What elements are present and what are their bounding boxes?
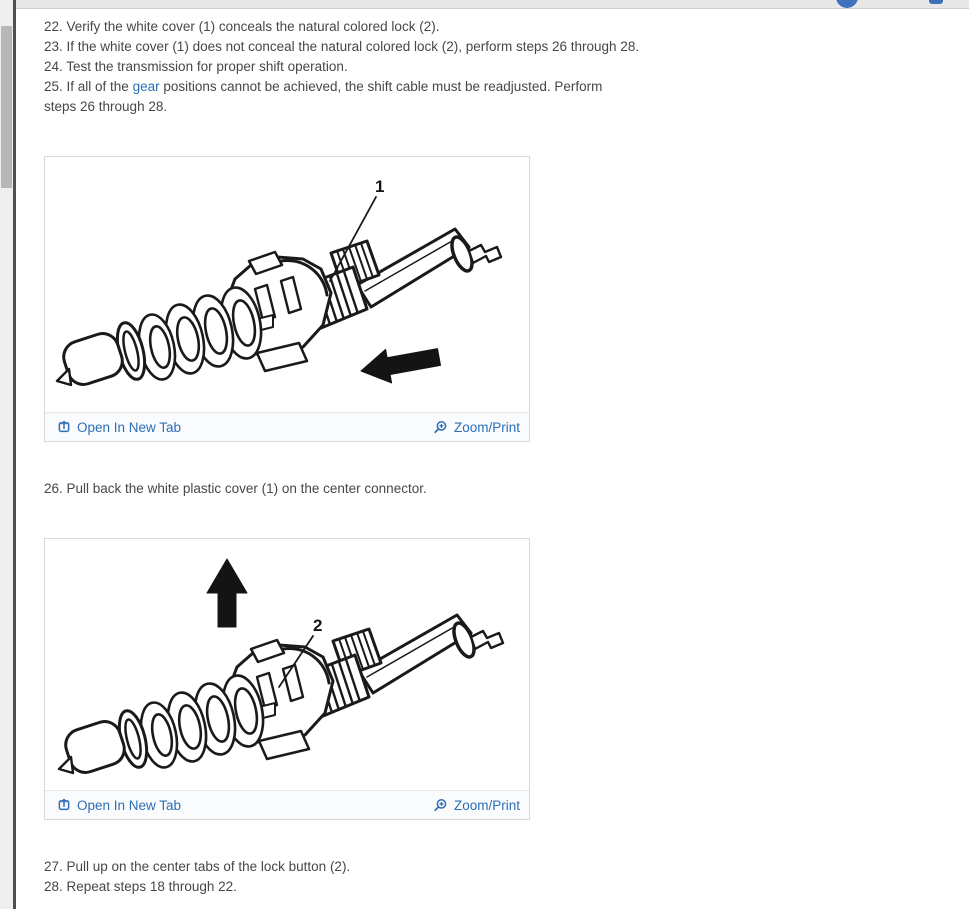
instruction-step-27: 27. Pull up on the center tabs of the lock button (2). bbox=[44, 859, 351, 874]
instruction-step-24: 24. Test the transmission for proper shift operation. bbox=[44, 59, 348, 74]
zoom-magnifier-icon bbox=[433, 420, 448, 435]
open-in-new-tab-icon bbox=[57, 420, 71, 434]
zoom-magnifier-icon bbox=[433, 798, 448, 813]
figure1-footer bbox=[45, 412, 529, 441]
direction-arrow-up bbox=[207, 559, 247, 627]
shift-cable-connector-drawing-1 bbox=[45, 157, 529, 412]
pane-divider bbox=[13, 0, 16, 909]
shift-cable-connector-drawing-2 bbox=[45, 539, 529, 790]
figure1-panel bbox=[44, 156, 530, 442]
figure2-panel bbox=[44, 538, 530, 820]
direction-arrow-left bbox=[361, 349, 441, 383]
top-toolbar bbox=[16, 0, 969, 9]
figure1-open-in-new-tab-label: Open In New Tab bbox=[77, 419, 182, 435]
figure1-zoom-print-label: Zoom/Print bbox=[453, 419, 520, 435]
gear-link[interactable]: gear bbox=[132, 79, 160, 94]
vertical-scrollbar-track[interactable] bbox=[0, 0, 13, 909]
figure1-zoom-print-link[interactable] bbox=[433, 420, 520, 435]
callout-label-1: 1 bbox=[375, 177, 385, 196]
callout-label-2: 2 bbox=[313, 616, 323, 635]
open-in-new-tab-icon bbox=[57, 798, 71, 812]
step-25-text: 25. If all of the bbox=[44, 79, 133, 94]
instruction-step-28: 28. Repeat steps 18 through 22. bbox=[44, 879, 237, 894]
figure2-diagram bbox=[45, 539, 529, 790]
figure1-diagram bbox=[45, 157, 529, 412]
instruction-step-26: 26. Pull back the white plastic cover (1) on the center connector. bbox=[44, 481, 427, 496]
instruction-step-25-wrap: steps 26 through 28. bbox=[44, 99, 168, 114]
figure2-zoom-print-label: Zoom/Print bbox=[453, 797, 520, 813]
vertical-scrollbar-thumb[interactable] bbox=[1, 26, 12, 188]
instruction-step-25 bbox=[44, 77, 602, 97]
figure2-zoom-print-link[interactable] bbox=[433, 798, 520, 813]
instruction-step-23: 23. If the white cover (1) does not conceal the natural colored lock (2), perform steps 26 through 28. bbox=[44, 39, 640, 54]
figure1-open-in-new-tab-link[interactable] bbox=[57, 420, 181, 435]
figure2-open-in-new-tab-label: Open In New Tab bbox=[77, 797, 182, 813]
user-avatar-icon[interactable] bbox=[836, 0, 858, 8]
toolbar-button-icon[interactable] bbox=[929, 0, 943, 4]
figure2-open-in-new-tab-link[interactable] bbox=[57, 798, 181, 813]
instruction-step-22: 22. Verify the white cover (1) conceals the natural colored lock (2). bbox=[44, 19, 440, 34]
step-25-text-cont: positions cannot be achieved, the shift cable must be readjusted. Perform bbox=[159, 79, 603, 94]
figure2-footer bbox=[45, 790, 529, 819]
